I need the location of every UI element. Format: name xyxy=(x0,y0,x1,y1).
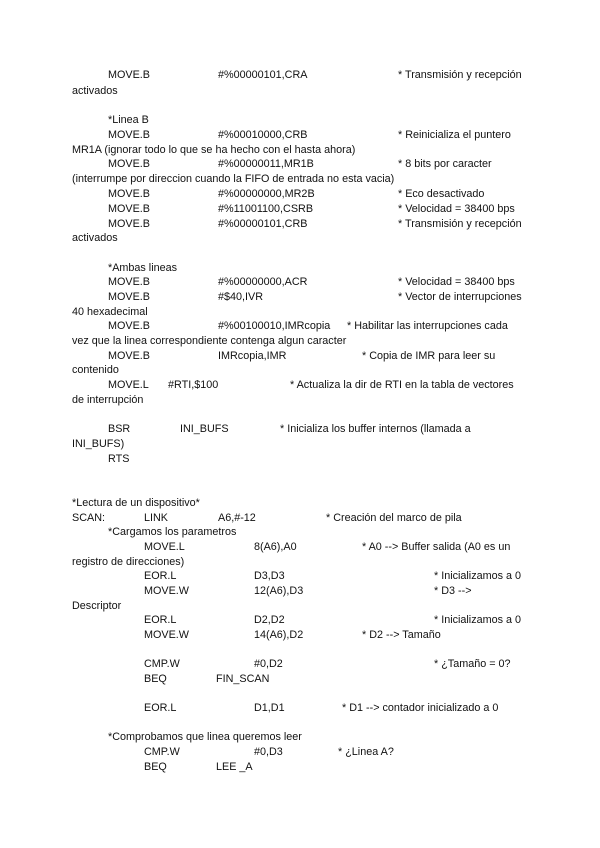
code-line-21-col-1: INI_BUFS xyxy=(180,423,229,435)
code-line-29-col-2: * Inicializamos a 0 xyxy=(434,570,522,582)
code-line-7-col-0: MOVE.B xyxy=(108,188,150,200)
code-line-15-col-1: #%00100010,IMRcopia xyxy=(218,320,331,332)
code-line-27-col-1: 8(A6),A0 xyxy=(254,541,297,553)
code-line-8-col-2: * Velocidad = 38400 bps xyxy=(398,203,515,215)
code-line-32-col-2: * Inicializamos a 0 xyxy=(434,614,522,626)
code-line-11-col-0: *Ambas lineas xyxy=(108,262,178,274)
code-line-24-col-0: *Lectura de un dispositivo* xyxy=(72,497,200,509)
code-line-0-col-0: MOVE.B xyxy=(108,69,150,81)
code-line-12-col-0: MOVE.B xyxy=(108,276,150,288)
code-line-26-col-0: *Cargamos los parametros xyxy=(108,526,237,538)
code-line-2-col-0: *Linea B xyxy=(108,114,149,126)
code-line-13-col-2: * Vector de interrupciones xyxy=(398,291,522,303)
code-line-18-col-0: contenido xyxy=(72,364,119,376)
code-line-5-col-0: MOVE.B xyxy=(108,158,150,170)
code-line-21-col-0: BSR xyxy=(108,423,131,435)
code-line-27-col-0: MOVE.L xyxy=(144,541,185,553)
code-line-33-col-2: * D2 --> Tamaño xyxy=(362,629,441,641)
code-line-38-col-2: * ¿Linea A? xyxy=(338,746,394,758)
code-line-5-col-1: #%00000011,MR1B xyxy=(218,158,314,170)
code-line-20-col-0: de interrupción xyxy=(72,394,144,406)
code-line-9-col-2: * Transmisión y recepción xyxy=(398,218,522,230)
code-line-27-col-2: * A0 --> Buffer salida (A0 es un xyxy=(362,541,511,553)
code-line-7-col-1: #%00000000,MR2B xyxy=(218,188,315,200)
code-line-12-col-1: #%00000000,ACR xyxy=(218,276,308,288)
code-line-25-col-1: LINK xyxy=(144,512,169,524)
code-line-17-col-2: * Copia de IMR para leer su xyxy=(362,350,496,362)
code-line-33-col-1: 14(A6),D2 xyxy=(254,629,304,641)
code-line-17-col-0: MOVE.B xyxy=(108,350,150,362)
code-line-39-col-1: LEE _A xyxy=(216,761,253,773)
code-line-25-col-3: * Creación del marco de pila xyxy=(326,512,462,524)
code-line-19-col-0: MOVE.L xyxy=(108,379,149,391)
code-line-36-col-1: D1,D1 xyxy=(254,702,285,714)
code-line-39-col-0: BEQ xyxy=(144,761,167,773)
code-line-25-col-2: A6,#-12 xyxy=(218,512,256,524)
code-line-9-col-1: #%00000101,CRB xyxy=(218,218,308,230)
code-line-34-col-1: #0,D2 xyxy=(254,658,283,670)
code-line-13-col-1: #$40,IVR xyxy=(218,291,264,303)
code-line-16-col-0: vez que la linea correspondiente contenga algun caracter xyxy=(72,335,347,347)
code-line-3-col-1: #%00010000,CRB xyxy=(218,129,308,141)
code-line-36-col-2: * D1 --> contador inicializado a 0 xyxy=(342,702,499,714)
code-line-28-col-0: registro de direcciones) xyxy=(72,556,185,568)
code-line-32-col-0: EOR.L xyxy=(144,614,177,626)
code-line-12-col-2: * Velocidad = 38400 bps xyxy=(398,276,515,288)
code-line-34-col-2: * ¿Tamaño = 0? xyxy=(434,658,511,670)
code-line-35-col-0: BEQ xyxy=(144,673,167,685)
code-line-30-col-0: MOVE.W xyxy=(144,585,189,597)
code-line-10-col-0: activados xyxy=(72,232,118,244)
code-line-0-col-2: * Transmisión y recepción xyxy=(398,69,522,81)
code-line-38-col-1: #0,D3 xyxy=(254,746,283,758)
code-line-30-col-2: * D3 --> xyxy=(434,585,472,597)
code-line-21-col-2: * Inicializa los buffer internos (llamada a xyxy=(280,423,471,435)
code-line-36-col-0: EOR.L xyxy=(144,702,177,714)
code-line-19-col-2: * Actualiza la dir de RTI en la tabla de vectores xyxy=(290,379,514,391)
code-line-15-col-2: * Habilitar las interrupciones cada xyxy=(347,320,508,332)
code-line-17-col-1: IMRcopia,IMR xyxy=(218,350,287,362)
code-line-30-col-1: 12(A6),D3 xyxy=(254,585,304,597)
code-line-35-col-1: FIN_SCAN xyxy=(216,673,270,685)
code-line-9-col-0: MOVE.B xyxy=(108,218,150,230)
code-line-29-col-0: EOR.L xyxy=(144,570,177,582)
code-line-6-col-0: (interrumpe por direccion cuando la FIFO de entrada no esta vacia) xyxy=(72,173,395,185)
code-line-32-col-1: D2,D2 xyxy=(254,614,285,626)
code-line-33-col-0: MOVE.W xyxy=(144,629,189,641)
code-line-5-col-2: * 8 bits por caracter xyxy=(398,158,492,170)
code-line-8-col-1: #%11001100,CSRB xyxy=(218,203,314,215)
code-line-31-col-0: Descriptor xyxy=(72,600,122,612)
code-line-34-col-0: CMP.W xyxy=(144,658,180,670)
code-line-14-col-0: 40 hexadecimal xyxy=(72,306,148,318)
code-line-13-col-0: MOVE.B xyxy=(108,291,150,303)
code-line-4-col-0: MR1A (ignorar todo lo que se ha hecho con el hasta ahora) xyxy=(72,144,356,156)
code-line-38-col-0: CMP.W xyxy=(144,746,180,758)
code-line-7-col-2: * Eco desactivado xyxy=(398,188,485,200)
code-line-22-col-0: INI_BUFS) xyxy=(72,438,125,450)
code-line-3-col-0: MOVE.B xyxy=(108,129,150,141)
code-line-1-col-0: activados xyxy=(72,85,118,97)
code-line-8-col-0: MOVE.B xyxy=(108,203,150,215)
code-line-0-col-1: #%00000101,CRA xyxy=(218,69,308,81)
code-line-3-col-2: * Reinicializa el puntero xyxy=(398,129,511,141)
code-line-29-col-1: D3,D3 xyxy=(254,570,285,582)
code-line-15-col-0: MOVE.B xyxy=(108,320,150,332)
code-line-37-col-0: *Comprobamos que linea queremos leer xyxy=(108,731,302,743)
code-line-25-col-0: SCAN: xyxy=(72,512,105,524)
code-line-23-col-0: RTS xyxy=(108,453,130,465)
code-line-19-col-1: #RTI,$100 xyxy=(168,379,219,391)
